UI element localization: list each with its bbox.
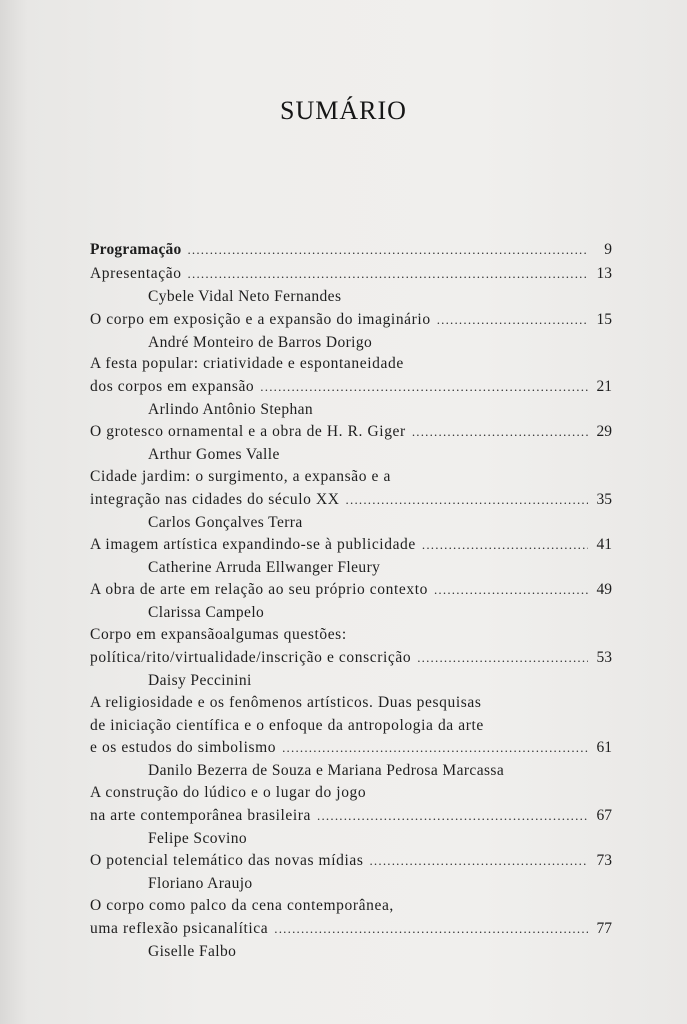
dot-leader [434,579,588,601]
toc-page-number: 67 [596,807,612,824]
toc-entry-apresentacao [90,263,612,285]
toc-entry-title-line1: Cidade jardim: o surgimento, a expansão e a [90,468,391,485]
toc-entry [90,376,612,398]
toc-author: Giselle Falbo [148,943,237,960]
toc-entry [90,309,612,331]
toc-entry-title: Apresentação [90,265,182,282]
toc-author: Clarissa Campelo [148,604,265,621]
page-title: SUMÁRIO [280,96,407,125]
dot-leader [422,534,588,556]
toc-entry-title-line [90,692,612,714]
toc-entry-title: O potencial telemático das novas mídias [90,852,364,869]
toc-page-number: 77 [596,920,612,937]
dot-leader [417,647,588,669]
toc-author: Carlos Gonçalves Terra [148,514,303,531]
toc-page-number: 13 [596,265,612,282]
toc-author: Arlindo Antônio Stephan [148,401,314,418]
toc-page-number: 73 [596,852,612,869]
toc-author: Felipe Scovino [148,830,248,847]
toc-entry-title-line [90,715,612,737]
dot-leader [369,850,588,872]
toc-entry-title: O corpo em exposição e a expansão do imaginário [90,311,431,328]
toc-entry-title: integração nas cidades do século XX [90,491,340,508]
toc-entry-title-line1: A festa popular: criatividade e espontaneidade [90,355,404,372]
toc-author: Arthur Gomes Valle [148,446,280,463]
toc-page-number: 61 [596,739,612,756]
toc-page-number: 41 [596,536,612,553]
toc-entry-title: A obra de arte em relação ao seu próprio contexto [90,581,428,598]
toc-entry-title-line [90,466,612,488]
toc-entry-title-line1: A construção do lúdico e o lugar do jogo [90,784,367,801]
toc-author: Cybele Vidal Neto Fernandes [148,288,342,305]
toc-entry [90,805,612,827]
toc-author: Danilo Bezerra de Souza e Mariana Pedrosa Marcassa [148,762,505,779]
dot-leader [188,263,588,285]
toc-author: André Monteiro de Barros Dorigo [148,334,373,351]
toc-page-number: 21 [596,378,612,395]
toc-page-number: 35 [596,491,612,508]
toc-entry-title: na arte contemporânea brasileira [90,807,312,824]
toc-entry [90,647,612,669]
toc-entry [90,850,612,872]
dot-leader [412,421,588,443]
toc-entry-title: A imagem artística expandindo-se à publicidade [90,536,416,553]
toc-author: Floriano Araujo [148,875,253,892]
dot-leader [346,489,588,511]
toc-entry-title-line [90,895,612,917]
dot-leader [274,918,588,940]
toc-entry-title-line [90,353,612,375]
toc-entry-title-line2: de iniciação científica e o enfoque da antropologia da arte [90,717,484,734]
toc-entry [90,737,612,759]
dot-leader [187,239,588,261]
toc-entry [90,489,612,511]
toc-entry-title-line1: Corpo em expansãoalgumas questões: [90,626,347,643]
toc-entry-title: dos corpos em expansão [90,378,255,395]
toc-page-number: 49 [596,581,612,598]
toc-entry-title-line [90,624,612,646]
toc-entry-programacao [90,239,612,261]
dot-leader [317,805,588,827]
toc-page-number: 15 [596,311,612,328]
toc-entry-title-line1: A religiosidade e os fenômenos artísticos. Duas pesquisas [90,694,482,711]
toc-author: Catherine Arruda Ellwanger Fleury [148,559,381,576]
toc-entry-title: Programação [90,241,182,258]
toc-entry-title: O grotesco ornamental e a obra de H. R. Giger [90,423,406,440]
toc-entry-title: política/rito/virtualidade/inscrição e conscrição [90,649,412,666]
toc-page-number: 29 [596,423,612,440]
toc-entry-title-line1: O corpo como palco da cena contemporânea, [90,897,394,914]
toc-entry [90,579,612,601]
toc-page-number: 9 [604,241,612,258]
dot-leader [437,309,588,331]
toc-author: Daisy Peccinini [148,672,252,689]
toc-entry [90,918,612,940]
toc-page-number: 53 [596,649,612,666]
toc-entry-title: uma reflexão psicanalítica [90,920,269,937]
dot-leader [282,737,588,759]
toc-entry-title: e os estudos do simbolismo [90,739,277,756]
toc-entry-title-line [90,782,612,804]
toc-entry [90,421,612,443]
toc-entry [90,534,612,556]
dot-leader [260,376,588,398]
